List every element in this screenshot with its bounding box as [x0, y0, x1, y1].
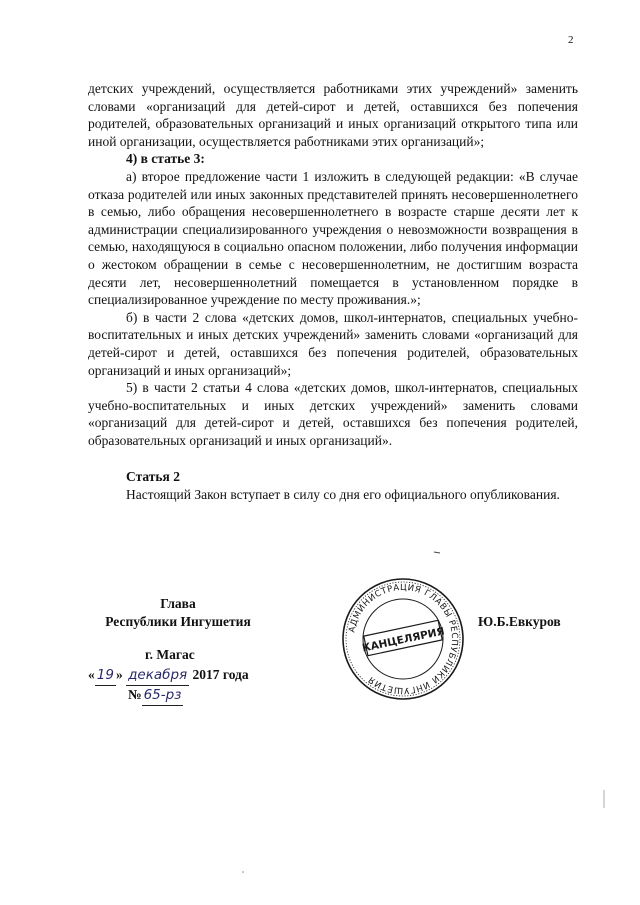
date-day: 19	[95, 665, 116, 686]
date-month: декабря	[126, 665, 189, 686]
issue-date	[88, 665, 249, 686]
law-number	[128, 685, 183, 706]
seal-center-text: КАНЦЕЛЯРИЯ	[361, 625, 446, 655]
item-4-heading: 4) в статье 3:	[126, 151, 205, 167]
page-number: 2	[568, 34, 574, 46]
item-4b-paragraph: б) в части 2 слова «детских домов, школ-интернатов, специальных учебно-воспитательных и иных детских учреждений» заменить словами «организаций для детей-сирот и детей, оставшихся без попечения родителей, образовательных организаций и иных организаций»;	[88, 309, 578, 378]
date-open-quote: «	[88, 667, 95, 682]
signatory-title	[88, 595, 268, 630]
item-5-paragraph: 5) в части 2 статьи 4 слова «детских домов, школ-интернатов, специальных учебно-воспитательных и иных детских учреждений» заменить словами «организаций для детей-сирот и детей, оставшихся без попечения родителей, образовательных организаций и иных организаций».	[88, 380, 578, 448]
date-year: 2017 года	[192, 667, 249, 682]
scan-dash-mark	[434, 552, 440, 553]
office-seal	[340, 576, 466, 702]
item-4a-paragraph: а) второе предложение части 1 изложить в следующей редакции: «В случае отказа родителей или иных законных представителей принять несовершеннолетнего в семью, либо обращения несовершеннолетнего в возрасте старше десяти лет к администрации специализированного учреждения о невозможности возвращения в семью, находящуюся в социально опасном положении, либо получения информации о жестоком обращении в семье с несовершеннолетним, не достигшим возраста десяти лет, несовершеннолетний помещается в установленном порядке в специализированное учреждение по месту проживания.»;	[88, 168, 578, 308]
document-body	[88, 80, 578, 504]
article-2-heading: Статья 2	[126, 469, 180, 485]
signatory-name: Ю.Б.Евкуров	[478, 614, 561, 629]
number-value: 65-рз	[142, 685, 184, 706]
scan-dot-mark	[242, 871, 244, 873]
signatory-title-line1: Глава	[160, 596, 196, 611]
paragraph-continuation: детских учреждений, осуществляется работниками этих учреждений» заменить словами «организаций для детей-сирот и детей, оставшихся без попечения родителей, образовательных организаций и иных организаций открытого типа или иной организации, осуществляется работниками этих организаций»;	[88, 81, 578, 149]
article-2-text: Настоящий Закон вступает в силу со дня его официального опубликования.	[126, 487, 560, 503]
seal-ring-text: АДМИНИСТРАЦИЯ ГЛАВЫ РЕСПУБЛИКИ ИНГУШЕТИЯ	[347, 582, 460, 696]
date-close-quote: »	[115, 667, 123, 682]
signatory-title-line2: Республики Ингушетия	[105, 613, 251, 629]
number-sign: №	[128, 687, 142, 702]
issue-details	[88, 645, 318, 705]
issue-city: г. Магас	[145, 647, 195, 662]
